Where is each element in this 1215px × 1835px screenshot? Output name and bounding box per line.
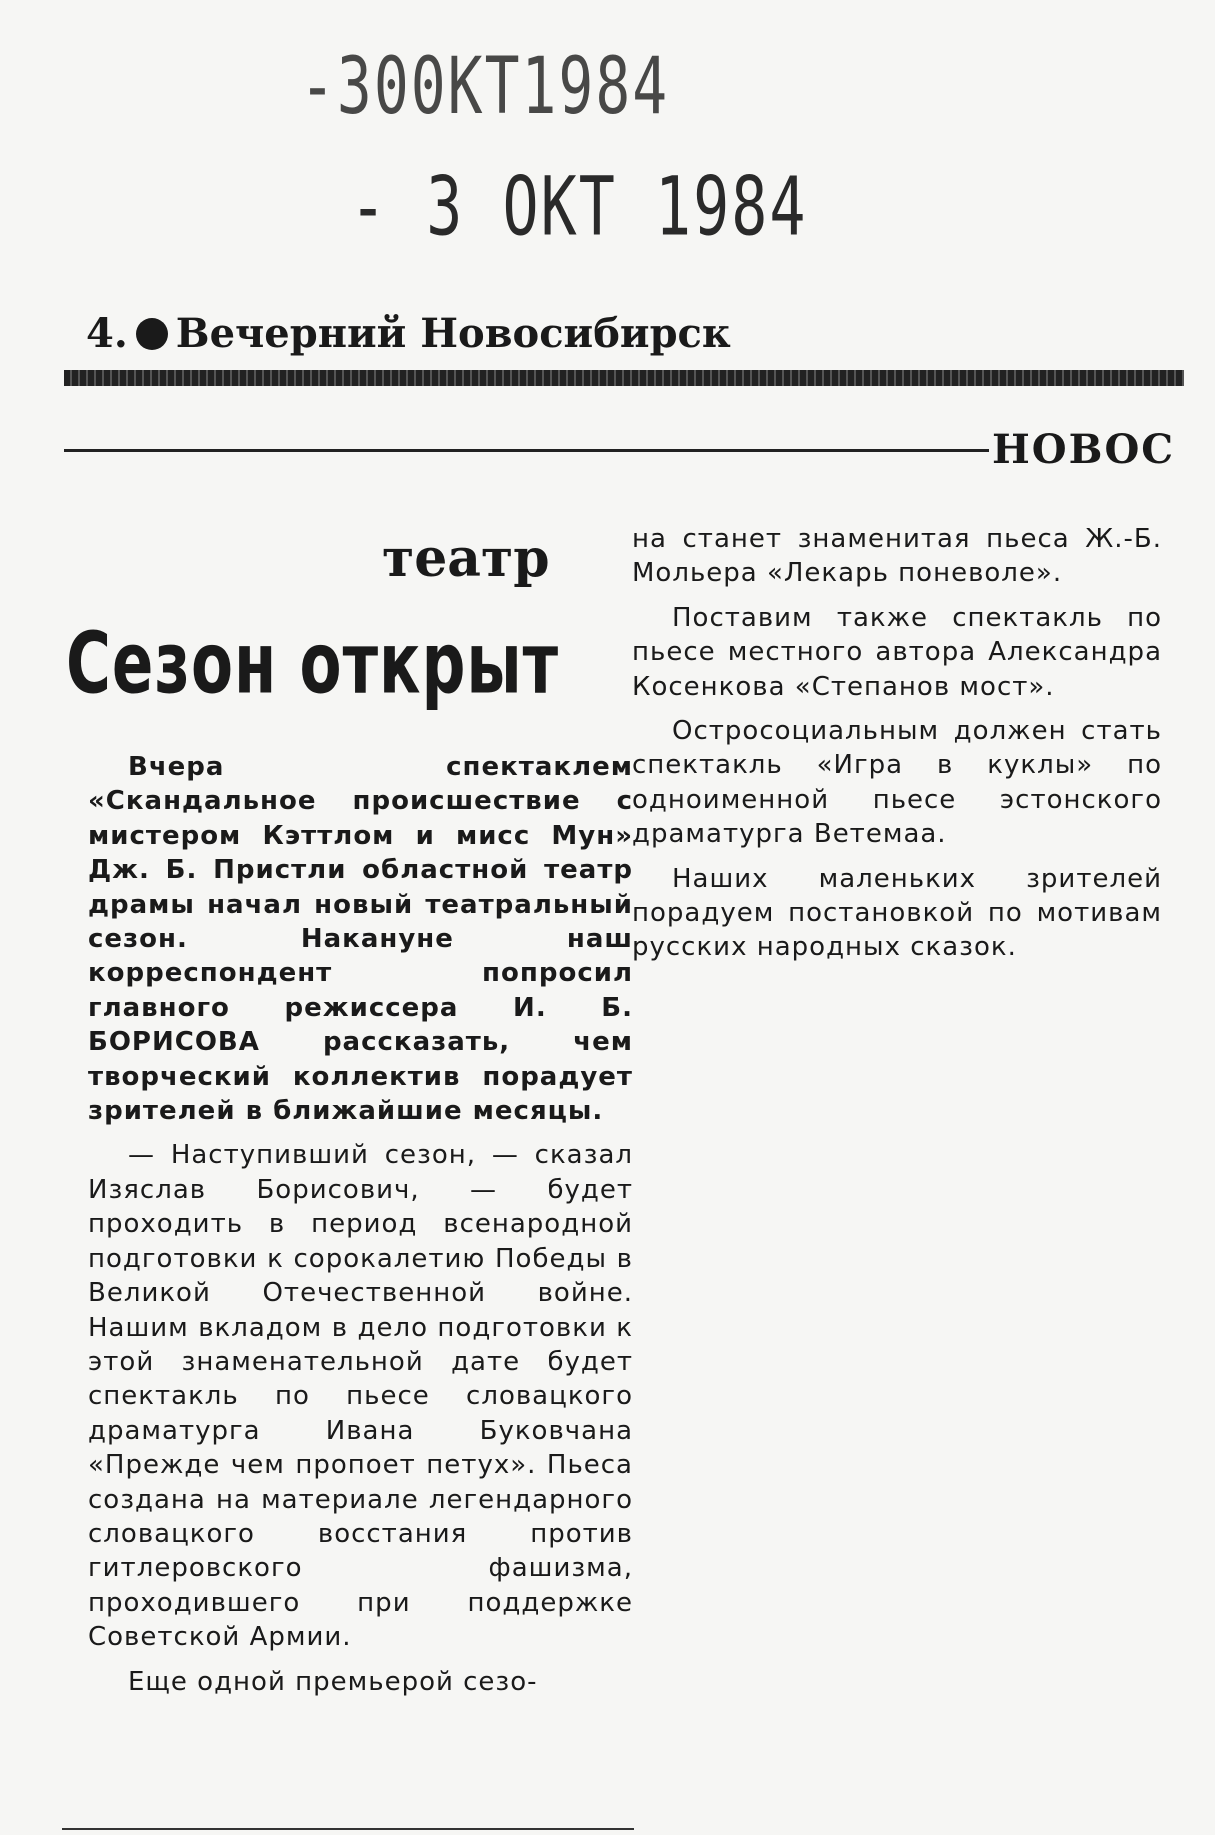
section-tag: НОВОС [992, 426, 1176, 473]
newspaper-title: Вечерний Новосибирск [175, 310, 731, 357]
article-lead: Вчера спектаклем «Скандальное происшествие с мистером Кэттлом и мисс Мун» Дж. Б. Пристли областной театр драмы начал новый театральный сезон. Накануне наш корреспондент попросил главного режиссера И. Б. БОРИСОВА рассказать, чем творческий коллектив порадует зрителей в ближайшие месяцы. [88, 752, 633, 1127]
newspaper-clipping [52, 290, 1187, 1835]
section-rule [64, 449, 989, 452]
article-paragraph: на станет знаменитая пьеса Ж.-Б. Мольера «Лекарь поневоле». [632, 524, 1162, 589]
bullet-icon [136, 318, 168, 350]
date-stamp-2: - 3 OKT 1984 [350, 160, 808, 255]
masthead [86, 310, 731, 357]
article-headline: Сезон открыт [66, 615, 560, 714]
article-paragraph: Остросоциальным должен стать спектакль «Игра в куклы» по одноименной пьесе эстонского драматурга Ветемаа. [632, 716, 1162, 850]
article-column-1 [88, 750, 633, 1699]
article-paragraph: Поставим также спектакль по пьесе местного автора Александра Косенкова «Степанов мост». [632, 602, 1162, 702]
date-stamp-1: -300KT1984 [300, 40, 670, 132]
bottom-rule [62, 1828, 634, 1830]
article-column-2 [632, 522, 1162, 965]
rubric-label: театр [382, 528, 550, 589]
article-paragraph: — Наступивший сезон, — сказал Изяслав Борисович, — будет проходить в период всенародной подготовки к сорокалетию Победы в Великой Отечественной войне. Нашим вкладом в дело подготовки к этой знаменательной дате будет спектакль по пьесе словацкого драматурга Ивана Буковчана «Прежде чем пропоет петух». Пьеса создана на материале легендарного словацкого восстания против гитлеровского фашизма, проходившего при поддержке Советской Армии. [88, 1140, 633, 1653]
masthead-rule [64, 370, 1184, 386]
page-number: 4. [86, 310, 128, 357]
article-paragraph: Еще одной премьерой сезо- [128, 1666, 538, 1697]
article-paragraph: Наших маленьких зрителей порадуем постановкой по мотивам русских народных сказок. [632, 863, 1162, 963]
